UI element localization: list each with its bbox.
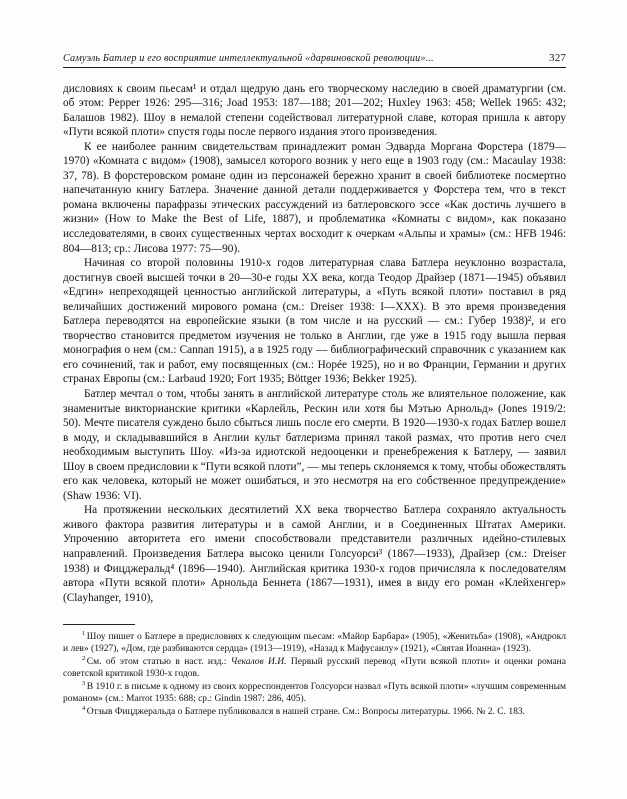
footnote-item [63,706,566,718]
footnote-marker: 3 [82,680,86,688]
paragraph-text: К ее наиболее ранним свидетельствам принадлежит роман Эдварда Моргана Форстера (1879—1970) «Комната с видом» (1908), замысел которого возник у него еще в 1903 году (см.: Macaulay 1938: 37, 78). В форстеровском романе один из персонажей бережно хранит в своей библиотеке посмертно напечатанную книгу Батлера. Значение данной детали поддерживается у Форстера тем, что в текст романа включены парафразы этических рассуждений из батлеровского эссе «Как достичь лучшего в жизни» (How to Make the Best of Life, 1887), и проблематика «Комнаты с видом», как показано исследователями, в своих существенных чертах восходит к очеркам «Альпы и храмы» (см.: HFB 1946: 804—813; ср.: Лисова 1977: 75—90). [63,140,566,255]
running-head-title: Самуэль Батлер и его восприятие интеллектуальной «дарвиновской революции»... [63,53,434,64]
footnote-text-tail: Первый русский перевод «Пути всякой плоти» и оценки романа советской критикой 1930-х годов. [63,657,566,680]
footnote-area [63,624,566,719]
paragraph-continuation [63,82,566,140]
footnote-marker: 1 [82,629,86,637]
paragraph [63,140,566,256]
footnote-text: Отзыв Фицджеральда о Батлере публиковался в нашей стране. См.: Вопросы литературы. 1966. № 2. С. 183. [86,707,526,718]
page-number: 327 [549,52,566,64]
paragraph-text: На протяжении нескольких десятилетий XX века творчество Батлера сохраняло актуальность живого фактора развития литературы и в самой Англии, и в Соединенных Штатах Америки. Упрочению авторитета его имени способствовали представители различных идейно-стилевых направлений. Произведения Батлера высоко ценили Голсуорси³ (1867—1933), Драйзер (см.: Dreiser 1938) и Фицджеральд⁴ (1896—1940). Английская критика 1930-х годов причисляла к последователям автора «Пути всякой плоти» Арнольда Беннета (1867—1931), имея в виду его роман «Клейхенгер» (Clayhanger, 1910), [63,504,566,604]
footnote-text-lead: См. об этом статью в наст. изд.: [86,657,231,668]
paragraph [63,503,566,605]
page-content-area [63,52,566,605]
footnote-text: Шоу пишет о Батлере в предисловиях к следующим пьесам: «Майор Барбара» (1905), «Женитьба» (1908), «Андрокл и лев» (1927), «Дом, где разбиваются сердца» (1913—1919), «Назад к Мафусаилу» (1921), «Святая Иоанна» (1923). [63,632,566,655]
footnote-marker: 4 [82,705,86,713]
paragraph [63,387,566,503]
footnote-author-italic: Чекалов И.И. [230,657,287,668]
running-head-rule [63,67,566,68]
paragraph-text: дисловиях к своим пьесам¹ и отдал щедрую дань его творческому наследию в своей драматургии (см. об этом: Pepper 1926: 295—316; Joad 1953: 187—188; 201—202; Huxley 1963: 458; Wellek 1965: 432; Балашов 1982). Шоу в немалой степени содействовал литературной славе, которая пришла к автору «Пути всякой плоти» спустя годы после первого издания этого произведения. [63,82,566,139]
footnote-marker: 2 [82,654,86,662]
footnote-item [63,631,566,656]
footnote-separator-rule [63,624,135,625]
footnote-item [63,681,566,706]
running-head [63,52,566,67]
footnote-list [63,631,566,719]
paragraph-text: Батлер мечтал о том, чтобы занять в английской литературе столь же влиятельное положение, как знаменитые викторианские критики «Карлейль, Рескин или хотя бы Мэтью Арнольд» (Jones 1919/2: 50). Мечте писателя суждено было сбыться лишь после его смерти. В 1920—1930-х годах Батлер вошел в моду, и складывавшийся в Англии культ батлеризма принял такой размах, что против него счел необходимым выступить Шоу. «Из-за идиотской недооценки и пренебрежения к Батлеру, — заявил Шоу в своем предисловии к “Пути всякой плоти”, — мы теперь склоняемся к тому, чтобы обожествлять его как человека, который не может ошибаться, и это несмотря на его собственное предупреждение» (Shaw 1936: VI). [63,387,566,502]
paragraph [63,256,566,387]
paragraph-text: Начиная со второй половины 1910-х годов литературная слава Батлера неуклонно возрастала, достигнув своей высшей точки в 20—30-е годы XX века, когда Теодор Драйзер (1871—1945) объявил «Едгин» непреходящей ценностью английской литературы, а «Путь всякой плоти» поставил в ряд величайших достижений мирового романа (см.: Dreiser 1938: I—XXX). В это время произведения Батлера переводятся на европейские языки (в том числе и на русский — см.: Губер 1938)², и его творчество становится предметом изучения не только в Англии, где уже в 1915 году вышла первая монография о нем (см.: Cannan 1915), а в 1925 году — библиографический справочник с указанием как его сочинений, так и работ, ему посвященных (см.: Hopée 1925), но и во Франции, Германии и других странах Европы (см.: Larbaud 1920; Fort 1935; Böttger 1936; Bekker 1925). [63,257,566,386]
footnote-text: В 1910 г. в письме к одному из своих корреспондентов Голсуорси назвал «Путь всякой плоти» «лучшим современным романом» (см.: Marrot 1935: 688; ср.: Gindin 1987: 286, 405). [63,682,566,705]
body-text-column [63,82,566,606]
footnote-item [63,656,566,681]
